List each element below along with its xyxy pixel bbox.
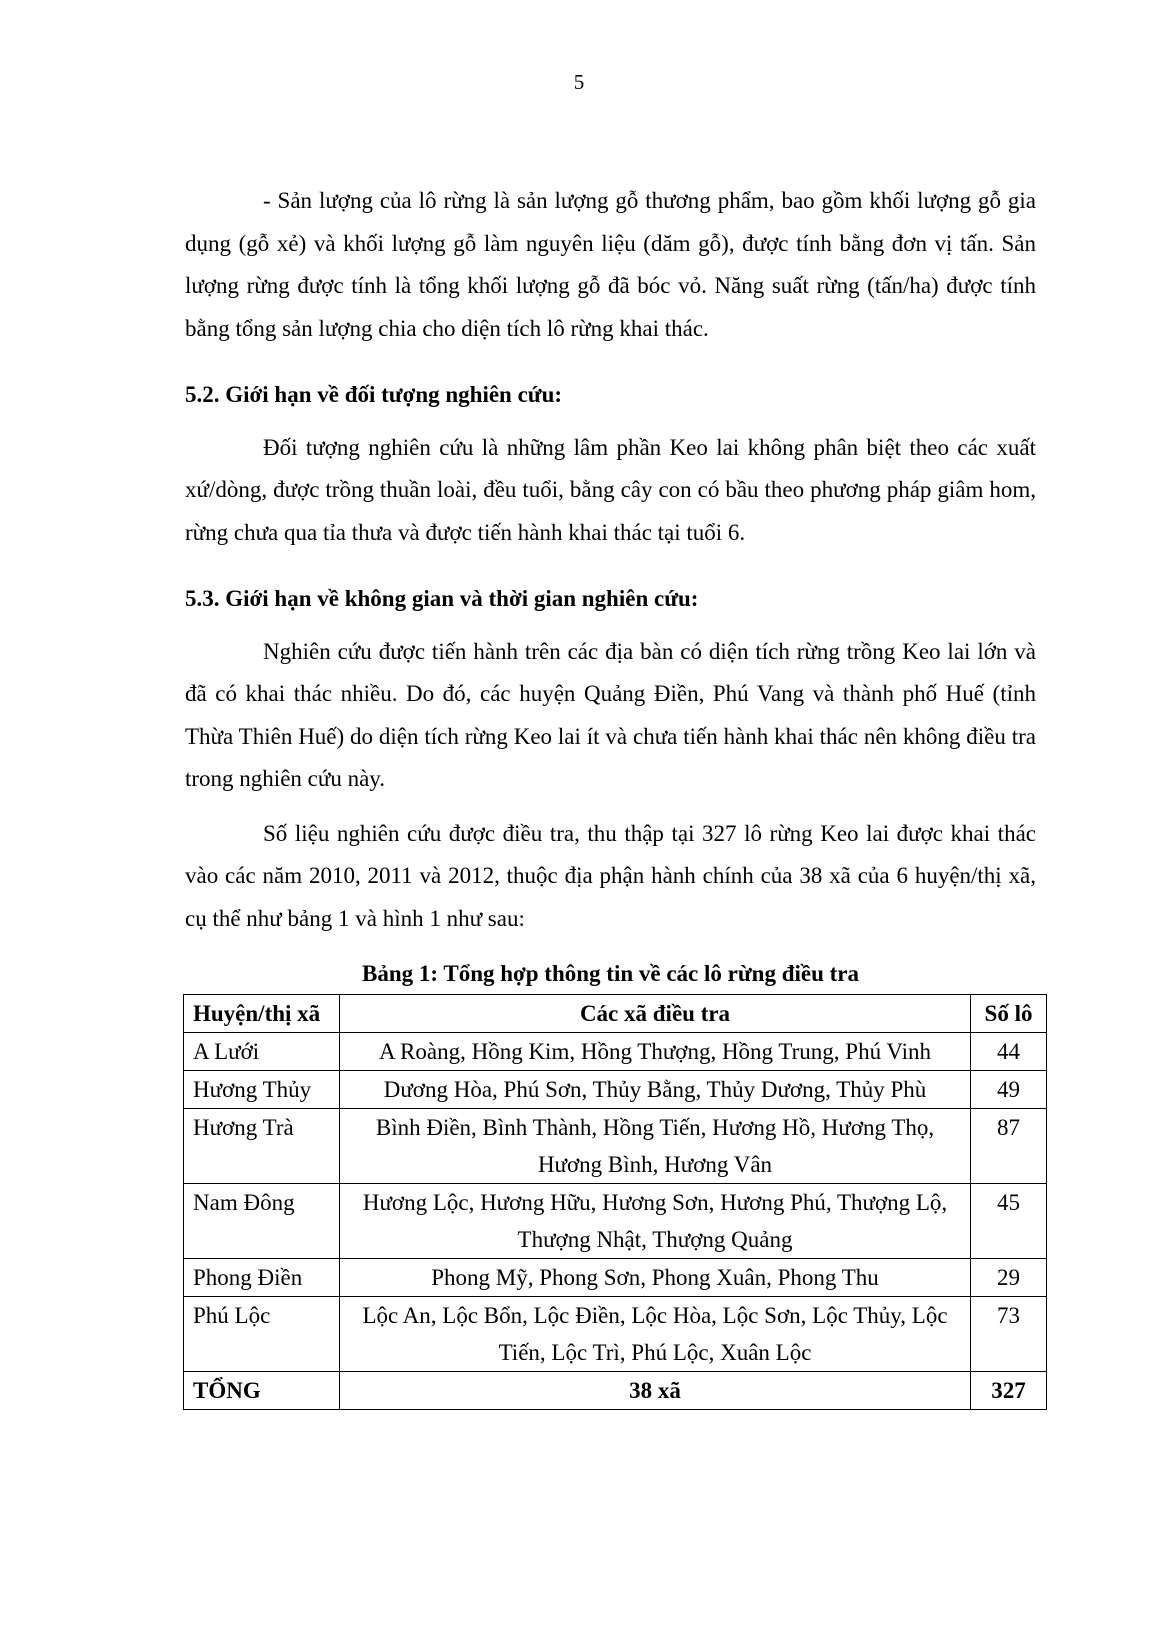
header-plot-count: Số lô (971, 995, 1047, 1033)
cell-communes: A Roàng, Hồng Kim, Hồng Thượng, Hồng Trung, Phú Vinh (340, 1033, 971, 1071)
section-heading-5-2: 5.2. Giới hạn về đối tượng nghiên cứu: (185, 382, 563, 407)
page-number: 5 (573, 70, 585, 94)
header-district: Huyện/thị xã (184, 995, 340, 1033)
cell-communes: Bình Điền, Bình Thành, Hồng Tiến, Hương Hồ, Hương Thọ, Hương Bình, Hương Vân (340, 1109, 971, 1184)
cell-plot-count: 44 (971, 1033, 1047, 1071)
cell-communes: Phong Mỹ, Phong Sơn, Phong Xuân, Phong Thu (340, 1259, 971, 1297)
paragraph-data-collection: Số liệu nghiên cứu được điều tra, thu thập tại 327 lô rừng Keo lai được khai thác vào các năm 2010, 2011 và 2012, thuộc địa phận hành chính của 38 xã của 6 huyện/thị xã, cụ thể như bảng 1 và hình 1 như sau: (185, 820, 1036, 931)
table-row (184, 1109, 1047, 1184)
table-header-row (184, 995, 1047, 1033)
page-content (185, 180, 1036, 1410)
header-communes: Các xã điều tra (340, 995, 971, 1033)
table-row (184, 1184, 1047, 1259)
section-heading-5-3: 5.3. Giới hạn về không gian và thời gian nghiên cứu: (185, 586, 699, 611)
paragraph-research-area: Nghiên cứu được tiến hành trên các địa bàn có diện tích rừng trồng Keo lai lớn và đã có khai thác nhiều. Do đó, các huyện Quảng Điền, Phú Vang và thành phố Huế (tỉnh Thừa Thiên Huế) do diện tích rừng Keo lai ít và chưa tiến hành khai thác nên không điều tra trong nghiên cứu này. (185, 638, 1036, 791)
cell-district: Phong Điền (184, 1259, 340, 1297)
cell-plot-count: 87 (971, 1109, 1047, 1184)
cell-total-communes: 38 xã (340, 1372, 971, 1410)
cell-communes: Hương Lộc, Hương Hữu, Hương Sơn, Hương Phú, Thượng Lộ, Thượng Nhật, Thượng Quảng (340, 1184, 971, 1259)
cell-communes: Dương Hòa, Phú Sơn, Thủy Bằng, Thủy Dương, Thủy Phù (340, 1071, 971, 1109)
table-row (184, 1071, 1047, 1109)
cell-district: Hương Thủy (184, 1071, 340, 1109)
cell-total-plots: 327 (971, 1372, 1047, 1410)
paragraph-yield-definition: - Sản lượng của lô rừng là sản lượng gỗ thương phẩm, bao gồm khối lượng gỗ gia dụng (gỗ xẻ) và khối lượng gỗ làm nguyên liệu (dăm gỗ), được tính bằng đơn vị tấn. Sản lượng rừng được tính là tổng khối lượng gỗ đã bóc vỏ. Năng suất rừng (tấn/ha) được tính bằng tổng sản lượng chia cho diện tích lô rừng khai thác. (185, 188, 1036, 341)
cell-plot-count: 73 (971, 1297, 1047, 1372)
table-total-row (184, 1372, 1047, 1410)
cell-plot-count: 29 (971, 1259, 1047, 1297)
cell-communes: Lộc An, Lộc Bổn, Lộc Điền, Lộc Hòa, Lộc Sơn, Lộc Thủy, Lộc Tiến, Lộc Trì, Phú Lộc, Xuân Lộc (340, 1297, 971, 1372)
cell-district: A Lưới (184, 1033, 340, 1071)
summary-table (183, 994, 1047, 1410)
cell-total-label: TỔNG (184, 1372, 340, 1410)
table-row (184, 1033, 1047, 1071)
paragraph-research-subject: Đối tượng nghiên cứu là những lâm phần Keo lai không phân biệt theo các xuất xứ/dòng, được trồng thuần loài, đều tuổi, bằng cây con có bầu theo phương pháp giâm hom, rừng chưa qua tỉa thưa và được tiến hành khai thác tại tuổi 6. (185, 434, 1036, 545)
table-row (184, 1259, 1047, 1297)
cell-plot-count: 45 (971, 1184, 1047, 1259)
cell-district: Nam Đông (184, 1184, 340, 1259)
table-caption: Bảng 1: Tổng hợp thông tin về các lô rừng điều tra (361, 961, 860, 986)
table-row (184, 1297, 1047, 1372)
cell-district: Phú Lộc (184, 1297, 340, 1372)
cell-plot-count: 49 (971, 1071, 1047, 1109)
cell-district: Hương Trà (184, 1109, 340, 1184)
